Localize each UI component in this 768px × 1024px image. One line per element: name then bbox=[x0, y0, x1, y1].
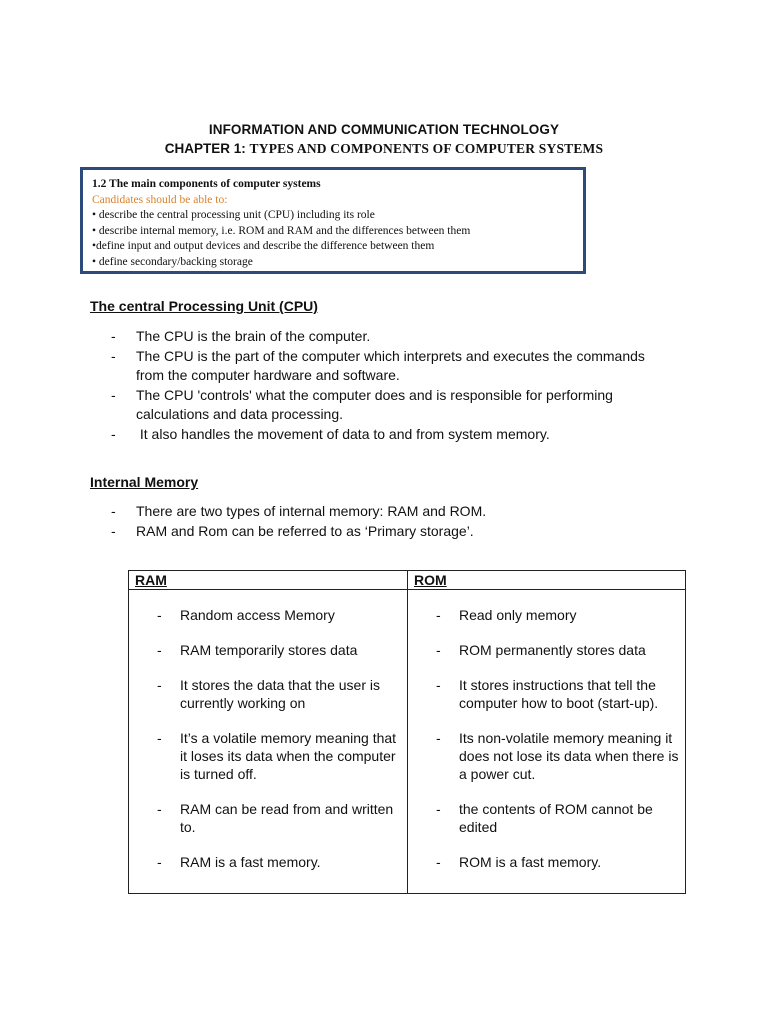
bullet-dash: - bbox=[111, 386, 116, 403]
objective-item: • describe internal memory, i.e. ROM and RAM and the differences between them bbox=[92, 224, 471, 237]
chapter-label: CHAPTER 1: bbox=[164, 141, 246, 156]
list-item-text: The CPU is the part of the computer which interprets and executes the commands from the computer hardware and software. bbox=[136, 347, 645, 383]
learning-objectives-box bbox=[80, 167, 586, 274]
list-item bbox=[111, 347, 671, 386]
bullet-dash: - bbox=[111, 347, 116, 364]
objective-item: • define secondary/backing storage bbox=[92, 255, 253, 268]
list-item bbox=[111, 425, 671, 445]
column-header-ram: RAM bbox=[129, 571, 408, 590]
memory-bullet-list bbox=[111, 502, 671, 541]
bullet-dash: - bbox=[157, 677, 162, 693]
list-item bbox=[129, 606, 403, 624]
bullet-dash: - bbox=[111, 328, 116, 344]
list-item-text: the contents of ROM cannot be edited bbox=[459, 801, 653, 835]
list-item-text: The CPU 'controls' what the computer does and is responsible for performing calculations and data processing. bbox=[136, 386, 613, 422]
list-item bbox=[111, 522, 671, 542]
chapter-title: TYPES AND COMPONENTS OF COMPUTER SYSTEMS bbox=[249, 141, 604, 156]
list-item bbox=[111, 502, 671, 522]
rom-cell bbox=[408, 590, 686, 894]
bullet-dash: - bbox=[436, 730, 441, 746]
list-item-text: It’s a volatile memory meaning that it loses its data when the computer is turned off. bbox=[180, 730, 397, 782]
objectives-intro: Candidates should be able to: bbox=[92, 193, 228, 206]
table-header-row bbox=[129, 571, 686, 590]
cpu-section-heading: The central Processing Unit (CPU) bbox=[90, 298, 318, 314]
list-item-text: ROM permanently stores data bbox=[459, 642, 646, 658]
list-item bbox=[129, 800, 403, 836]
bullet-dash: - bbox=[157, 642, 162, 658]
cpu-bullet-list bbox=[111, 327, 671, 444]
bullet-dash: - bbox=[157, 801, 162, 817]
list-item bbox=[129, 853, 403, 871]
chapter-heading bbox=[0, 141, 768, 157]
list-item bbox=[408, 606, 681, 624]
bullet-dash: - bbox=[157, 854, 162, 870]
list-item-text: There are two types of internal memory: RAM and ROM. bbox=[136, 503, 487, 519]
list-item bbox=[408, 676, 681, 712]
list-item-text: RAM can be read from and written to. bbox=[180, 801, 394, 835]
bullet-dash: - bbox=[157, 730, 162, 746]
rom-list bbox=[408, 606, 681, 871]
bullet-dash: - bbox=[157, 607, 162, 623]
bullet-dash: - bbox=[436, 677, 441, 693]
list-item-text: ROM is a fast memory. bbox=[459, 854, 602, 870]
ram-rom-comparison-table bbox=[128, 570, 686, 894]
objective-item: • describe the central processing unit (CPU) including its role bbox=[92, 209, 375, 221]
list-item-text: Its non-volatile memory meaning it does not lose its data when there is a power cut. bbox=[459, 730, 679, 782]
list-item bbox=[129, 676, 403, 712]
bullet-dash: - bbox=[111, 503, 116, 519]
list-item-text: RAM is a fast memory. bbox=[180, 854, 321, 870]
list-item-text: The CPU is the brain of the computer. bbox=[136, 328, 371, 344]
bullet-dash: - bbox=[436, 801, 441, 817]
table-row bbox=[129, 590, 686, 894]
bullet-dash: - bbox=[111, 522, 116, 539]
column-header-rom: ROM bbox=[408, 571, 686, 590]
list-item bbox=[408, 853, 681, 871]
list-item bbox=[111, 386, 671, 425]
list-item bbox=[408, 800, 681, 836]
ram-cell bbox=[129, 590, 408, 894]
list-item bbox=[408, 729, 681, 783]
list-item bbox=[111, 327, 671, 347]
list-item-text: Read only memory bbox=[459, 607, 577, 623]
objective-item: •define input and output devices and describe the difference between them bbox=[92, 240, 435, 252]
list-item-text: Random access Memory bbox=[180, 607, 335, 623]
list-item bbox=[408, 641, 681, 659]
document-header bbox=[0, 122, 768, 157]
objectives-heading: 1.2 The main components of computer systems bbox=[92, 178, 321, 190]
list-item bbox=[129, 641, 403, 659]
internal-memory-heading: Internal Memory bbox=[90, 474, 199, 490]
list-item bbox=[129, 729, 403, 783]
list-item-text: It stores instructions that tell the computer how to boot (start-up). bbox=[459, 677, 659, 711]
bullet-dash: - bbox=[436, 854, 441, 870]
list-item-text: It stores the data that the user is currently working on bbox=[180, 677, 380, 711]
bullet-dash: - bbox=[111, 425, 116, 442]
list-item-text: It also handles the movement of data to and from system memory. bbox=[136, 425, 550, 442]
list-item-text: RAM temporarily stores data bbox=[180, 642, 358, 658]
document-title: INFORMATION AND COMMUNICATION TECHNOLOGY bbox=[208, 122, 560, 137]
ram-list bbox=[129, 606, 403, 871]
list-item-text: RAM and Rom can be referred to as ‘Primary storage’. bbox=[136, 522, 474, 539]
bullet-dash: - bbox=[436, 642, 441, 658]
bullet-dash: - bbox=[436, 607, 441, 623]
